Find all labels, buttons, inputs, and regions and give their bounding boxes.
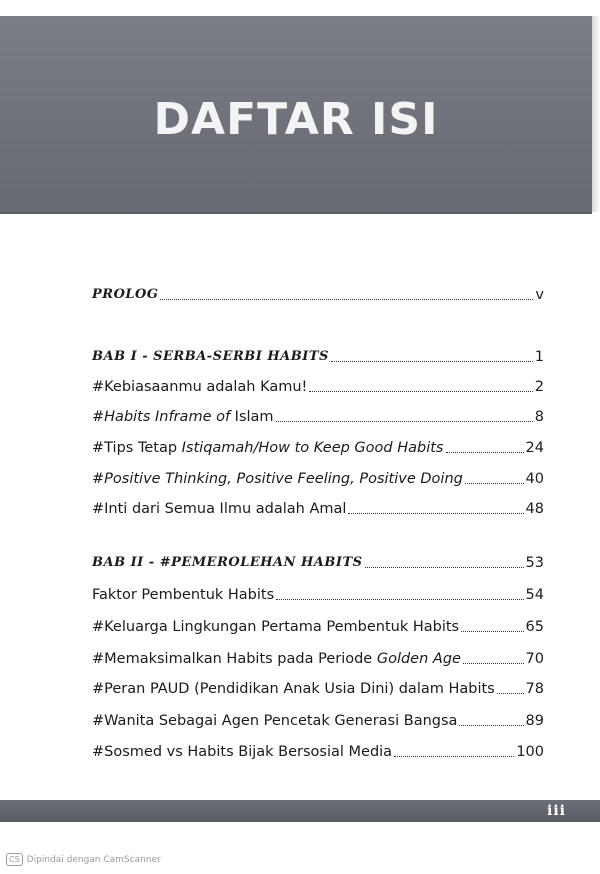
toc-entry-title: Faktor Pembentuk Habits — [92, 587, 275, 603]
toc-chapter-page: 53 — [525, 555, 544, 571]
page-top-margin — [0, 0, 600, 16]
toc-entry[interactable] — [92, 672, 544, 698]
page-number: iii — [547, 803, 566, 819]
dot-leader — [465, 482, 524, 484]
toc-entry[interactable] — [92, 578, 544, 604]
dot-leader — [461, 630, 523, 632]
page-edge-shadow — [592, 16, 600, 212]
toc-entry-page: 24 — [525, 440, 544, 456]
toc-entry-title: #Habits Inframe of Islam — [92, 409, 274, 425]
scanner-text: Dipindai dengan CamScanner — [26, 854, 161, 865]
dot-leader — [276, 420, 533, 422]
dot-leader — [348, 512, 523, 514]
toc-entry-title: #Tips Tetap Istiqamah/How to Keep Good Habits — [92, 440, 444, 456]
footer-band — [0, 800, 600, 822]
toc-entry-title: #Inti dari Semua Ilmu adalah Amal — [92, 501, 347, 517]
toc-entry-title: #Kebiasaanmu adalah Kamu! — [92, 379, 308, 395]
toc-entry-title: #Positive Thinking, Positive Feeling, Positive Doing — [92, 471, 463, 487]
dot-leader — [365, 566, 524, 568]
toc-entry-page: 89 — [525, 713, 544, 729]
dot-leader — [331, 360, 533, 362]
toc-entry[interactable] — [92, 610, 544, 636]
toc-entry-page: 100 — [516, 744, 544, 760]
camscanner-logo-icon: CS — [6, 853, 23, 866]
toc-entry-page: 54 — [525, 587, 544, 603]
toc-entry-page: 65 — [525, 619, 544, 635]
toc-chapter-title: BAB II - #PEMEROLEHAN HABITS — [92, 555, 363, 570]
toc-entry[interactable] — [92, 370, 544, 396]
toc-entry-title: #Wanita Sebagai Agen Pencetak Generasi Bangsa — [92, 713, 458, 729]
toc-chapter-1[interactable] — [92, 340, 544, 366]
toc-entry[interactable] — [92, 704, 544, 730]
toc-entry-title: #Memaksimalkan Habits pada Periode Golden Age — [92, 651, 461, 667]
toc-entry-page: 48 — [525, 501, 544, 517]
dot-leader — [276, 598, 523, 600]
toc-entry[interactable] — [92, 735, 544, 761]
toc-entry[interactable] — [92, 400, 544, 426]
header-band — [0, 16, 592, 214]
dot-leader — [463, 662, 524, 664]
dot-leader — [160, 298, 533, 300]
page-title: DAFTAR ISI — [153, 94, 439, 145]
toc-prolog-title: PROLOG — [92, 287, 159, 302]
dot-leader — [309, 390, 532, 392]
toc-entry[interactable] — [92, 492, 544, 518]
toc-chapter-page: 1 — [534, 349, 544, 365]
dot-leader — [497, 692, 524, 694]
toc-entry-title: #Keluarga Lingkungan Pertama Pembentuk Habits — [92, 619, 460, 635]
toc-prolog[interactable] — [92, 278, 544, 304]
toc-entry-page: 8 — [534, 409, 544, 425]
toc-entry-page: 2 — [534, 379, 544, 395]
toc-entry[interactable] — [92, 642, 544, 668]
dot-leader — [446, 451, 524, 453]
dot-leader — [394, 755, 514, 757]
scanner-watermark — [6, 853, 161, 866]
toc-entry-title: #Sosmed vs Habits Bijak Bersosial Media — [92, 744, 393, 760]
toc-chapter-title: BAB I - SERBA-SERBI HABITS — [92, 349, 329, 364]
toc-entry-title: #Peran PAUD (Pendidikan Anak Usia Dini) dalam Habits — [92, 681, 495, 697]
toc-chapter-2[interactable] — [92, 546, 544, 572]
toc-entry-page: 70 — [525, 651, 544, 667]
toc-entry[interactable] — [92, 431, 544, 457]
toc-entry-page: 40 — [525, 471, 544, 487]
toc-entry-page: 78 — [525, 681, 544, 697]
dot-leader — [459, 724, 523, 726]
toc-entry[interactable] — [92, 462, 544, 488]
toc-prolog-page: v — [535, 287, 544, 303]
